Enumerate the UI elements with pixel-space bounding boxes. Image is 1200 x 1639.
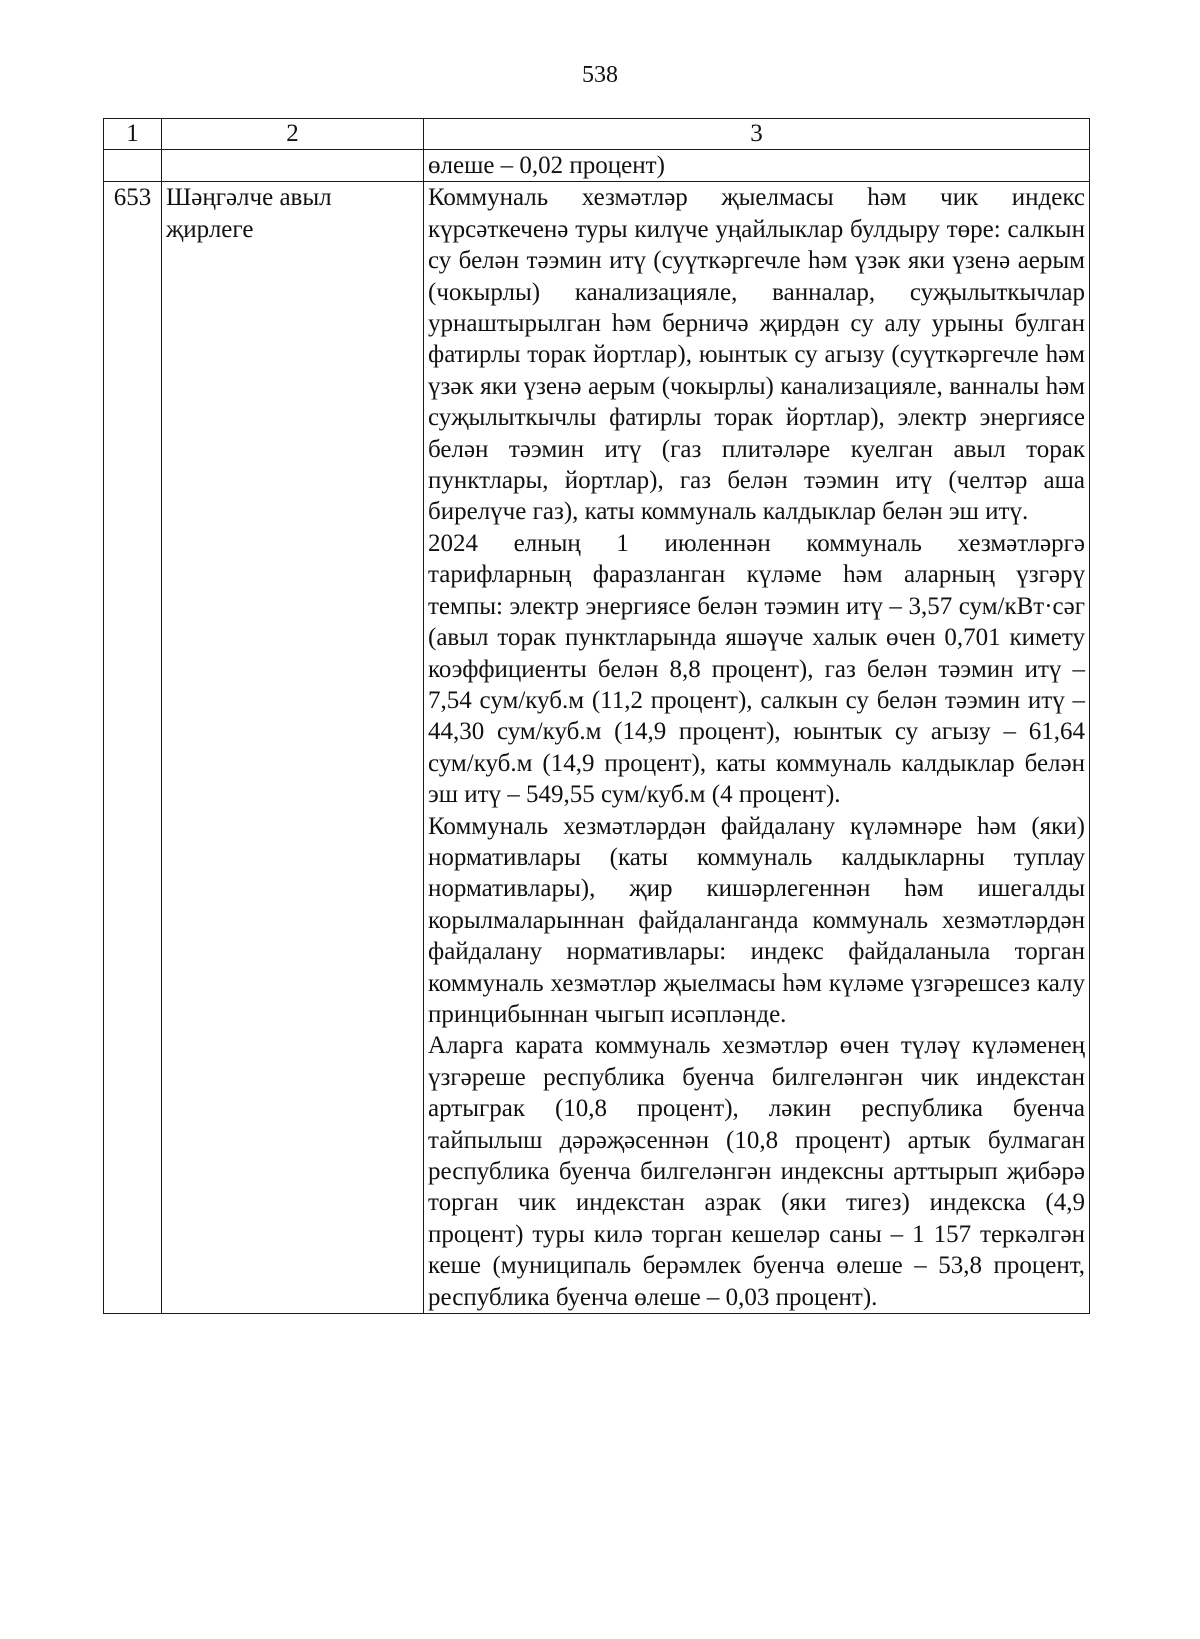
paragraph-services: Коммуналь хезмәтләр җыелмасы һәм чик индекс күрсәткеченә туры килүче уңайлыклар булдыру төре: салкын су белән тәэмин итү (суүткәргечле һәм үзәк яки үзенә аерым (чокырлы) канализацияле, ванналар, суҗылыткычлар урнаштырылган һәм берничә җирдән су алу урыны булган фатирлы торак йортлар), юынтык су агызу (суүткәргечле һәм үзәк яки үзенә аерым (чокырлы) канализацияле, ванналы һәм суҗылыткычлы фатирлы торак йортлар), электр энергиясе белән тәэмин итү (газ плитәләре куелган авыл торак пунктлары, йортлар), газ белән тәэмин итү (челтәр аша бирелүче газ), каты коммуналь калдыклар белән эш итү.	[428, 184, 1085, 526]
continuation-empty-1	[104, 150, 162, 182]
paragraph-population: Аларга карата коммуналь хезмәтләр өчен түләү күләменең үзгәреше республика буенча билгеләнгән чик индекстан артыграк (10,8 процент), ләкин республика буенча тайпылыш дәрәҗәсеннән (10,8 процент) артык булмаган республика буенча билгеләнгән индексны арттырып җибәрә торган чик индекстан азрак (яки тигез) индекска (4,9 процент) туры килә торган кешеләр саны – 1 157 теркәлгән кеше (муниципаль берәмлек буенча өлеше – 53,8 процент, республика буенча өлеше – 0,03 процент).	[428, 1032, 1085, 1311]
paragraph-tariffs: 2024 елның 1 июленнән коммуналь хезмәтләргә тарифларның фаразланган күләме һәм аларның үзгәрү темпы: электр энергиясе белән тәэмин итү – 3,57 сум/кВт·сәг (авыл торак пунктларында яшәүче халык өчен 0,701 кимету коэффициенты белән 8,8 процент), газ белән тәэмин итү – 7,54 сум/куб.м (11,2 процент), салкын су белән тәэмин итү – 44,30 сум/куб.м (14,9 процент), юынтык су агызу – 61,64 сум/куб.м (14,9 процент), каты коммуналь калдыклар белән эш итү – 549,55 сум/куб.м (4 процент).	[428, 529, 1085, 809]
row-number: 653	[104, 182, 162, 1314]
row-description	[424, 182, 1090, 1314]
header-col-3: 3	[424, 119, 1090, 150]
settlement-name: Шәңгәлче авыл җирлеге	[162, 182, 424, 1314]
continuation-text: өлеше – 0,02 процент)	[428, 152, 665, 179]
table-row	[104, 182, 1090, 1314]
header-col-2: 2	[162, 119, 424, 150]
paragraph-norms: Коммуналь хезмәтләрдән файдалану күләмнәре һәм (яки) нормативлары (каты коммуналь калдыкларны туплау нормативлары), җир кишәрлегеннән һәм ишегалды корылмаларыннан файдаланганда коммуналь хезмәтләрдән файдалану нормативлары: индекс файдаланыла торган коммуналь хезмәтләр җыелмасы һәм күләме үзгәрешсез калу принцибыннан чыгып исәпләнде.	[428, 812, 1085, 1028]
data-table	[103, 118, 1090, 1314]
continuation-cell	[424, 150, 1090, 182]
continuation-empty-2	[162, 150, 424, 182]
continuation-row	[104, 150, 1090, 182]
page-number: 538	[582, 62, 618, 88]
table-header-row	[104, 119, 1090, 150]
header-col-1: 1	[104, 119, 162, 150]
